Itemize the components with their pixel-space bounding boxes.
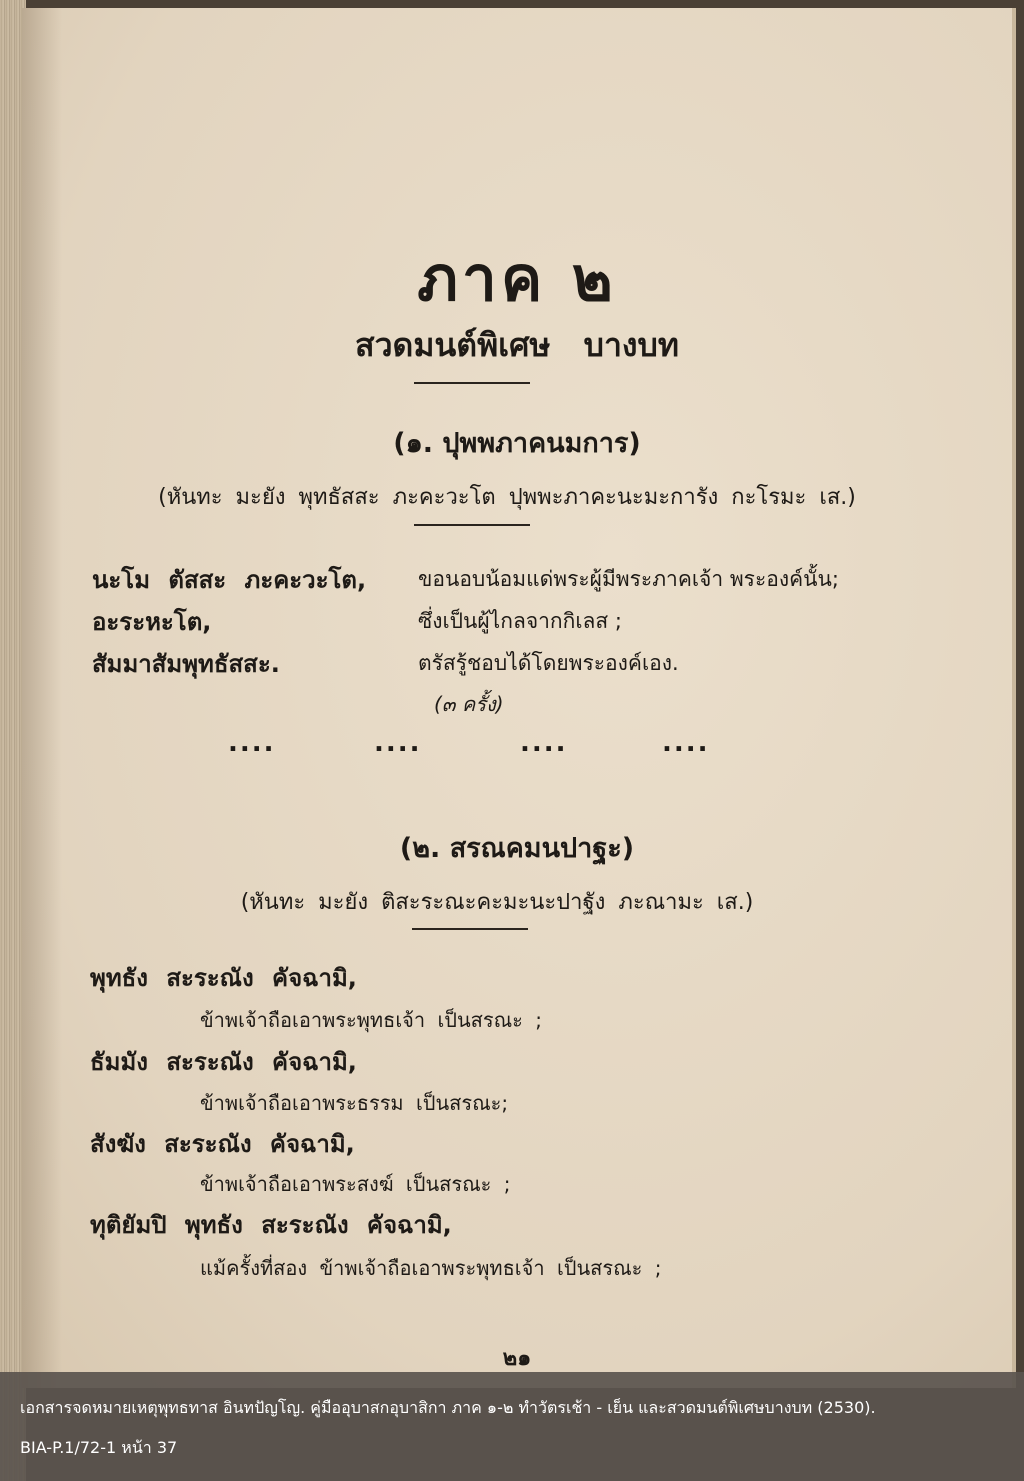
refuge-translation-line: ข้าพเจ้าถือเอาพระพุทธเจ้า เป็นสรณะ ;: [200, 1008, 542, 1032]
part-title: ภาค ๒: [417, 242, 617, 315]
refuge-pali-line: พุทธัง สะระณัง คัจฉามิ,: [90, 964, 357, 992]
caption-reference: BIA-P.1/72-1 หน้า 37: [20, 1438, 178, 1457]
divider-rule: [414, 524, 530, 526]
refuge-translation-line: แม้ครั้งที่สอง ข้าพเจ้าถือเอาพระพุทธเจ้า เป็นสรณะ ;: [200, 1256, 662, 1280]
translation-line: ซึ่งเป็นผู้ไกลจากกิเลส ;: [418, 609, 622, 633]
archive-caption-bar: [0, 1372, 1024, 1481]
section1-title: (๑. ปุพพภาคนมการ): [393, 428, 641, 459]
divider-rule: [412, 928, 528, 930]
refuge-translation-line: ข้าพเจ้าถือเอาพระสงฆ์ เป็นสรณะ ;: [200, 1172, 511, 1196]
repeat-count-note: (๓ ครั้ง): [434, 692, 504, 716]
page-gutter-shadow: [22, 8, 62, 1388]
refuge-pali-line: สังฆัง สะระณัง คัจฉามิ,: [90, 1130, 355, 1158]
section1-invocation: (หันทะ มะยัง พุทธัสสะ ภะคะวะโต ปุพพะภาคะนะมะการัง กะโรมะ เส.): [158, 485, 856, 510]
pali-line: อะระหะโต,: [92, 608, 212, 636]
pali-line: นะโม ตัสสะ ภะคะวะโต,: [92, 566, 367, 594]
separator-dots: ....: [520, 728, 568, 758]
refuge-pali-line: ธัมมัง สะระณัง คัจฉามิ,: [90, 1048, 357, 1076]
separator-dots: ....: [374, 728, 422, 758]
page-subtitle: สวดมนต์พิเศษ บางบท: [355, 326, 679, 364]
separator-dots: ....: [228, 728, 276, 758]
separator-dots: ....: [662, 728, 710, 758]
translation-line: ตรัสรู้ชอบได้โดยพระองค์เอง.: [418, 651, 679, 675]
section2-title: (๒. สรณคมนปาฐะ): [399, 833, 635, 864]
divider-rule: [414, 382, 530, 384]
section2-invocation: (หันทะ มะยัง ติสะระณะคะมะนะปาฐัง ภะณามะ เส.): [240, 890, 754, 915]
refuge-translation-line: ข้าพเจ้าถือเอาพระธรรม เป็นสรณะ;: [200, 1091, 509, 1115]
caption-citation: เอกสารจดหมายเหตุพุทธทาส อินทปัญโญ. คู่มืออุบาสกอุบาสิกา ภาค ๑-๒ ทำวัตรเช้า - เย็น และสวดมนต์พิเศษบางบท (2530).: [20, 1398, 876, 1417]
translation-line: ขอนอบน้อมแด่พระผู้มีพระภาคเจ้า พระองค์นั้น;: [418, 567, 839, 591]
pali-line: สัมมาสัมพุทธัสสะ.: [92, 650, 280, 678]
page-number: ๒๑: [502, 1346, 532, 1371]
refuge-pali-line: ทุติยัมปิ พุทธัง สะระณัง คัจฉามิ,: [90, 1211, 452, 1239]
book-page: [22, 8, 1016, 1388]
